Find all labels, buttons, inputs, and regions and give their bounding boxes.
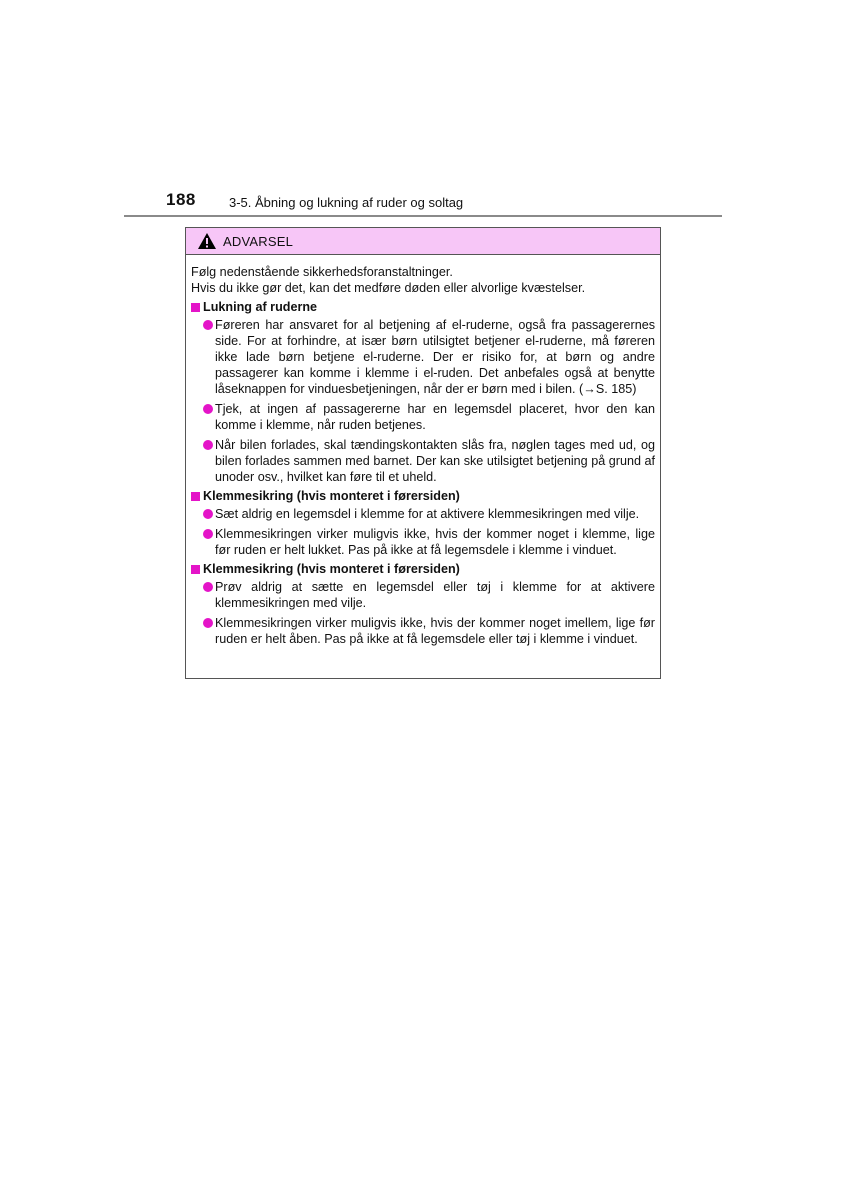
- circle-bullet-icon: [203, 509, 213, 519]
- list-item: [203, 401, 655, 433]
- list-item: [203, 506, 655, 522]
- intro-line: Følg nedenstående sikkerhedsforanstaltninger.: [191, 265, 453, 279]
- circle-bullet-icon: [203, 320, 213, 330]
- section-title: 3-5. Åbning og lukning af ruder og soltag: [229, 195, 464, 210]
- warning-box: [185, 227, 661, 679]
- list-item-text: Klemmesikringen virker muligvis ikke, hvis der kommer noget imellem, lige før ruden er helt åben. Pas på ikke at få legemsdele eller tøj i klemme i vinduet.: [215, 616, 655, 646]
- list-item: [203, 579, 655, 611]
- page-number: 188: [166, 190, 196, 209]
- circle-bullet-icon: [203, 618, 213, 628]
- header-divider: [124, 215, 722, 217]
- circle-bullet-icon: [203, 582, 213, 592]
- section-heading-text: Klemmesikring (hvis monteret i førersiden): [203, 489, 460, 503]
- circle-bullet-icon: [203, 404, 213, 414]
- intro-line: Hvis du ikke gør det, kan det medføre døden eller alvorlige kvæstelser.: [191, 281, 586, 295]
- list-item-text: Tjek, at ingen af passagererne har en legemsdel placeret, hvor den kan komme i klemme, når ruden betjenes.: [215, 402, 655, 432]
- list-item: [203, 615, 655, 647]
- list-item-text: Prøv aldrig at sætte en legemsdel eller tøj i klemme for at aktivere klemmesikringen med vilje.: [215, 580, 655, 610]
- section-heading-text: Klemmesikring (hvis monteret i førersiden): [203, 562, 460, 576]
- square-bullet-icon: [191, 303, 200, 312]
- section-heading: [191, 299, 655, 315]
- circle-bullet-icon: [203, 529, 213, 539]
- section-heading: [191, 561, 655, 577]
- warning-intro: [191, 264, 655, 296]
- list-item: [203, 526, 655, 558]
- section-heading: [191, 488, 655, 504]
- warning-body: [186, 255, 660, 647]
- list-item-text: Klemmesikringen virker muligvis ikke, hvis der kommer noget i klemme, lige før ruden er helt lukket. Pas på ikke at få legemsdele i klemme i vinduet.: [215, 527, 655, 557]
- warning-triangle-icon: [197, 232, 217, 250]
- warning-title: ADVARSEL: [223, 233, 293, 249]
- list-item-text: Sæt aldrig en legemsdel i klemme for at aktivere klemmesikringen med vilje.: [215, 507, 640, 521]
- square-bullet-icon: [191, 492, 200, 501]
- section-heading-text: Lukning af ruderne: [203, 300, 318, 314]
- warning-header: [186, 228, 660, 255]
- list-item: [203, 437, 655, 485]
- circle-bullet-icon: [203, 440, 213, 450]
- list-item: [203, 317, 655, 397]
- list-item-text: Når bilen forlades, skal tændingskontakten slås fra, nøglen tages med ud, og bilen forlades sammen med barnet. Der kan ske utilsigtet betjening på grund af unoder osv., hvilket kan føre til et uheld.: [215, 438, 655, 484]
- list-item-text: Føreren har ansvaret for al betjening af el-ruderne, også fra passagerernes side. For at forhindre, at især børn utilsigtet betjener el-ruderne, må føreren ikke lade børn betjene el-ruderne. Der er risiko for, at børn og andre passagerer kan komme i klemme i el-ruden. Det anbefales også at benytte låseknappen for vinduesbetjeningen, når der er børn med i bilen. (→S. 185): [215, 318, 655, 396]
- square-bullet-icon: [191, 565, 200, 574]
